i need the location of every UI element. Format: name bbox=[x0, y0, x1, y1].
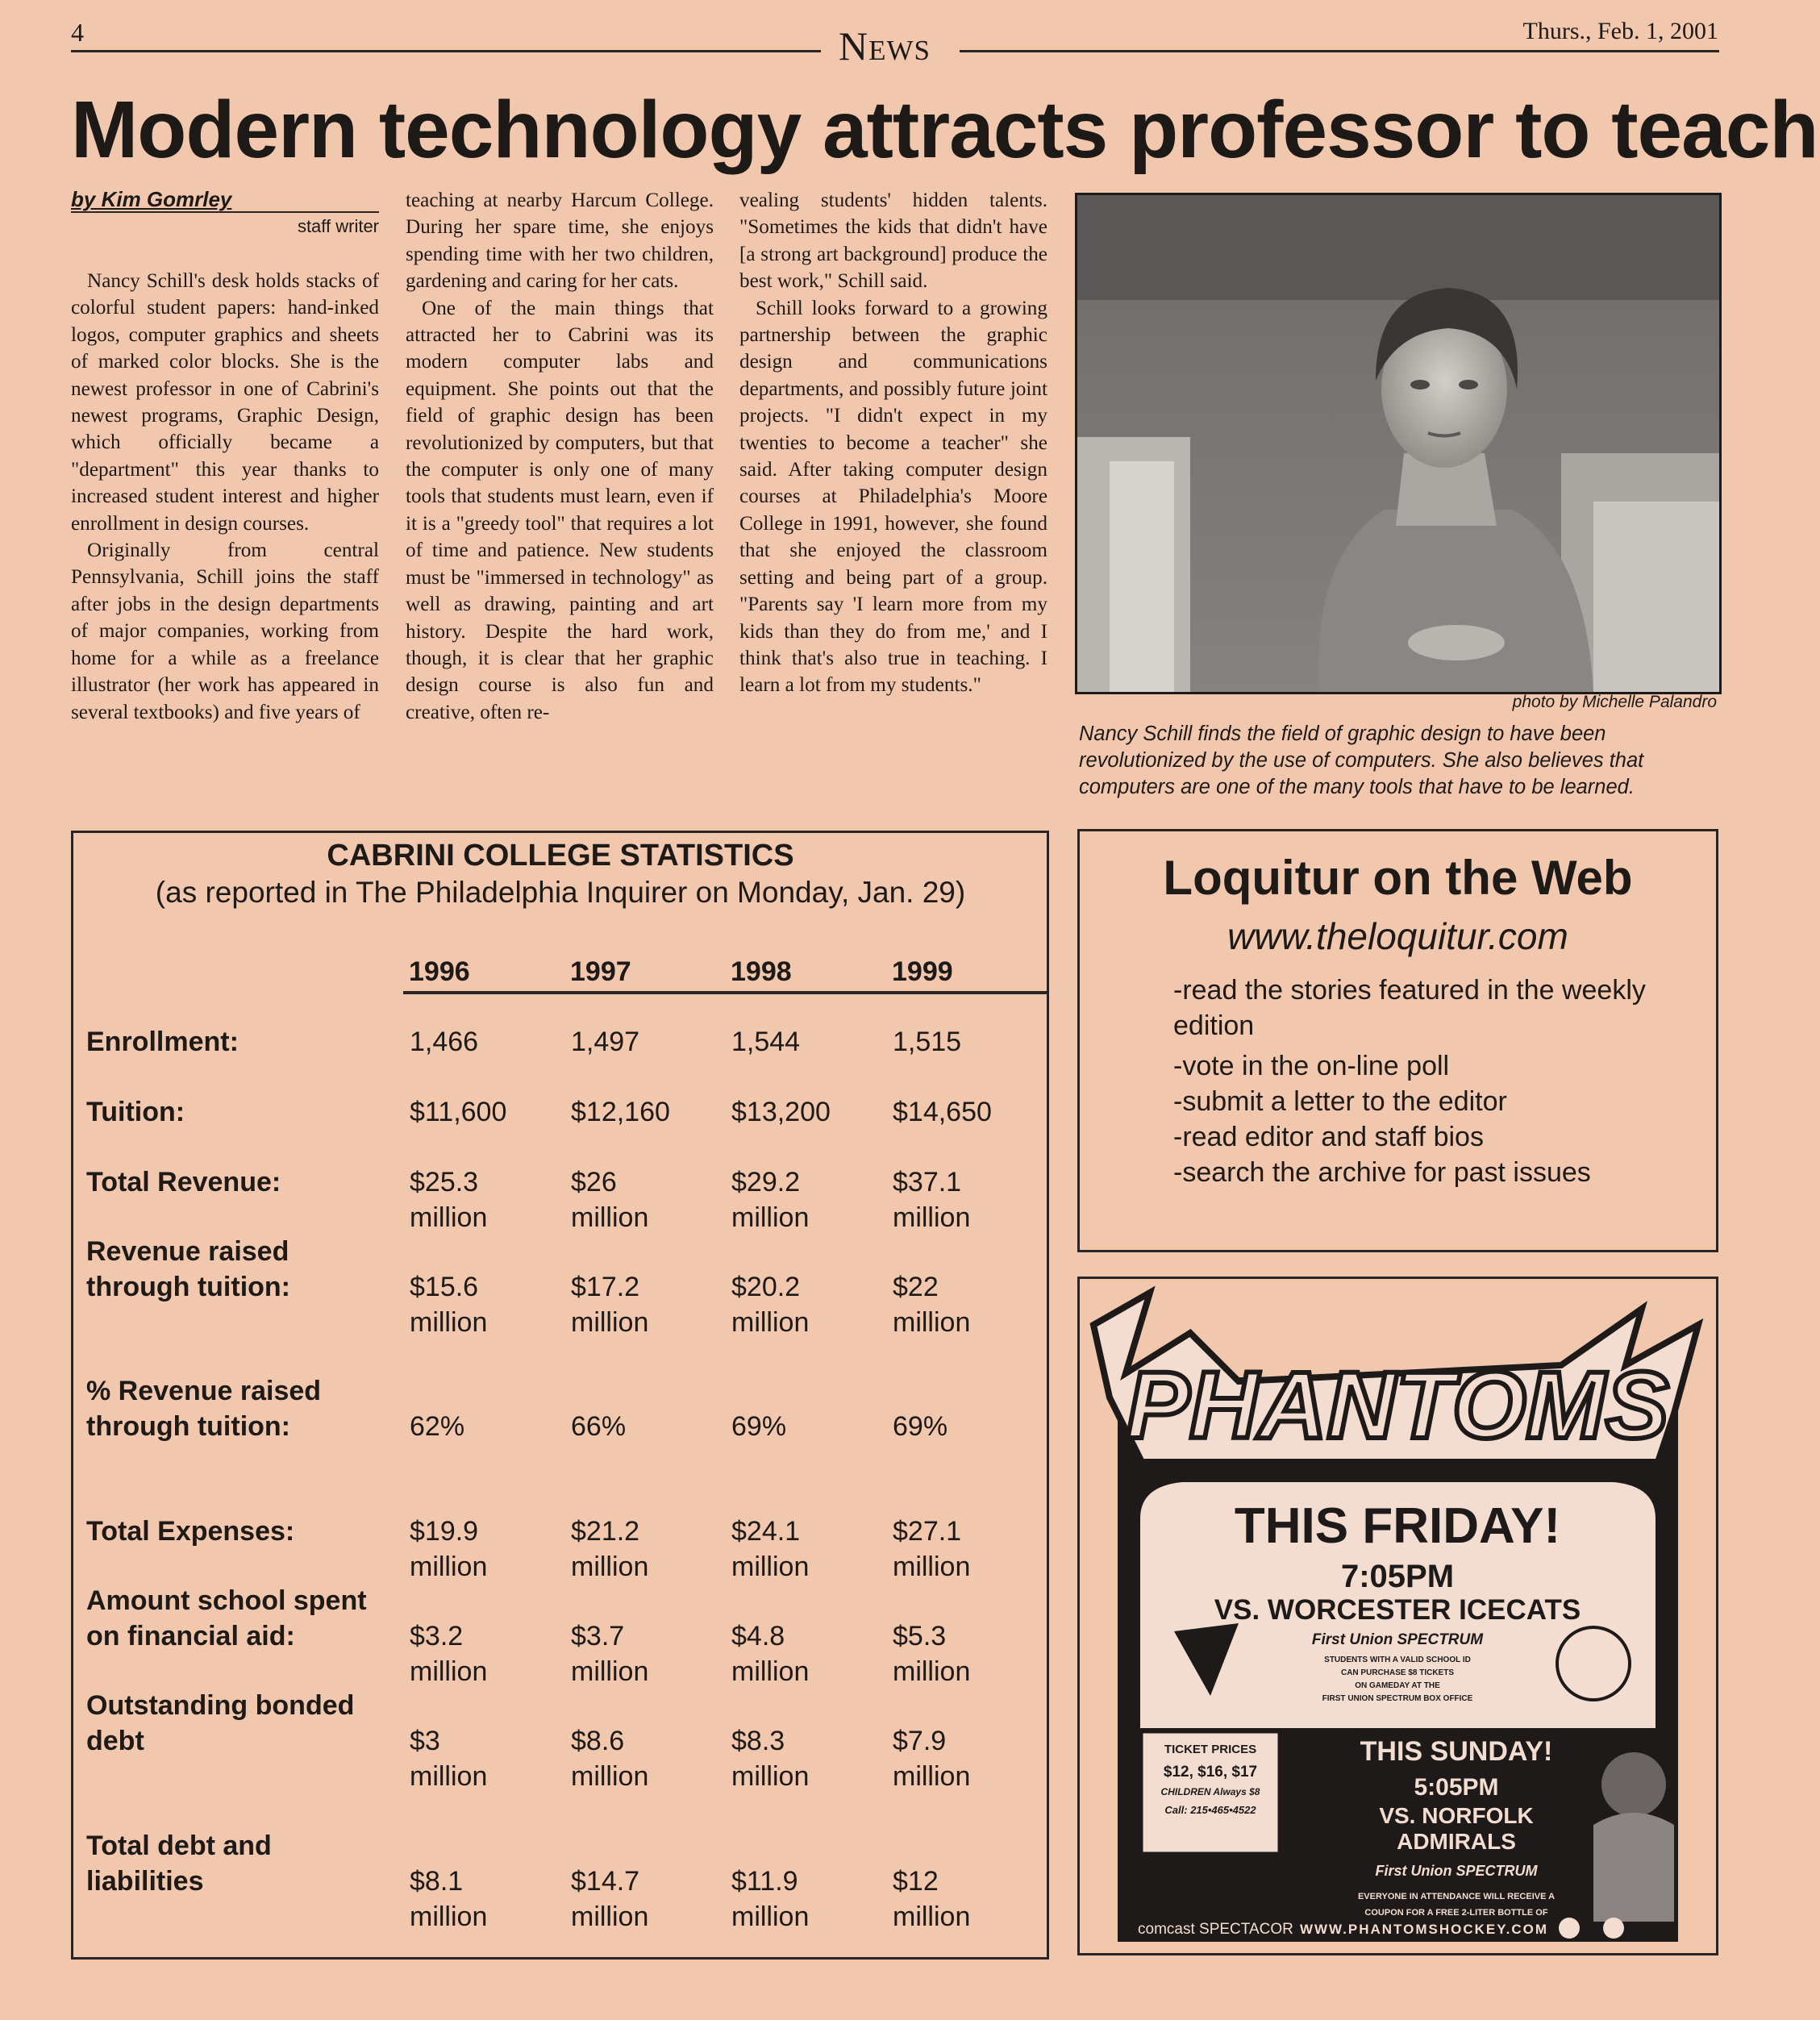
stat-value: $8.6 million bbox=[571, 1726, 649, 1792]
stat-value: $7.9 million bbox=[893, 1726, 971, 1792]
ticket-prices: $12, $16, $17 bbox=[1163, 1764, 1258, 1781]
headline: Modern technology attracts professor to teach bbox=[71, 85, 1818, 175]
friday-headline: THIS FRIDAY! bbox=[1234, 1498, 1561, 1554]
issue-date: Thurs., Feb. 1, 2001 bbox=[1522, 18, 1718, 44]
stat-value: $21.2 million bbox=[571, 1516, 649, 1582]
stat-row-label: Revenue raised through tuition: bbox=[86, 1236, 291, 1302]
web-promo-item: -search the archive for past issues bbox=[1173, 1157, 1591, 1188]
sponsor-logo: comcast SPECTACOR bbox=[1138, 1921, 1293, 1938]
stat-value: $14,650 bbox=[893, 1097, 992, 1127]
article-paragraph: Originally from central Pennsylvania, Schill joins the staff after jobs in the design departments of major companies, working from home for a while as a freelance illustrator (her work has appeared in several textbooks) and five years of bbox=[71, 539, 379, 723]
league-logo bbox=[1559, 1918, 1580, 1939]
stat-value: $24.1 million bbox=[731, 1516, 810, 1582]
stat-row-label: Total debt and liabilities bbox=[86, 1830, 272, 1897]
friday-venue: First Union SPECTRUM bbox=[1311, 1631, 1484, 1648]
stat-row-label: % Revenue raised through tuition: bbox=[86, 1376, 322, 1442]
stat-value: $3.2 million bbox=[410, 1621, 488, 1687]
byline: by Kim Gomrley bbox=[71, 187, 232, 211]
stat-value: $19.9 million bbox=[410, 1516, 488, 1582]
student-offer-line: FIRST UNION SPECTRUM BOX OFFICE bbox=[1322, 1694, 1473, 1703]
stat-value: 69% bbox=[893, 1411, 948, 1442]
friday-opponent: VS. WORCESTER ICECATS bbox=[1214, 1594, 1581, 1626]
stat-value: $11,600 bbox=[410, 1097, 507, 1127]
stat-value: $22 million bbox=[893, 1272, 971, 1338]
stat-value: $12,160 bbox=[571, 1097, 670, 1127]
sunday-opponent: VS. NORFOLK bbox=[1379, 1803, 1534, 1828]
article-column-3 bbox=[739, 187, 1047, 699]
flyers-affiliate-logo bbox=[1603, 1918, 1624, 1939]
ticket-prices-title: TICKET PRICES bbox=[1164, 1743, 1257, 1756]
web-promo-item: -submit a letter to the editor bbox=[1173, 1086, 1507, 1117]
stat-value: $8.3 million bbox=[731, 1726, 810, 1792]
stat-value: $8.1 million bbox=[410, 1866, 488, 1932]
player-photo bbox=[1601, 1752, 1666, 1817]
phantoms-website: WWW.PHANTOMSHOCKEY.COM bbox=[1299, 1922, 1549, 1937]
article-paragraph: Schill looks forward to a growing partnership between the graphic design and communications departments, and possibly future joint projects. "I didn't expect in my twenties to become a teacher" she said. After taking computer design courses at Philadelphia's Moore College in 1991, however, she found that she enjoyed the classroom setting and being part of a group. "Parents say 'I learn more from my kids than they do from me,' and I think that's also true in teaching. I learn a lot from my students." bbox=[739, 297, 1047, 697]
stat-value: $4.8 million bbox=[731, 1621, 810, 1687]
stat-value: $25.3 million bbox=[410, 1167, 488, 1233]
web-promo-url[interactable]: www.theloquitur.com bbox=[1227, 915, 1568, 957]
stat-row-label: Enrollment: bbox=[86, 1027, 239, 1057]
stat-row-label: Amount school spent on financial aid: bbox=[86, 1585, 367, 1651]
student-offer-line: CAN PURCHASE $8 TICKETS bbox=[1340, 1668, 1455, 1677]
article-paragraph: vealing students' hidden talents. "Sometimes the kids that didn't have [a strong art background] produce the best work," Schill said. bbox=[739, 190, 1047, 293]
phantoms-ad bbox=[1077, 1277, 1718, 1955]
article-photo bbox=[1075, 193, 1722, 694]
stat-value: 66% bbox=[571, 1411, 627, 1442]
header-rule-left bbox=[71, 50, 821, 52]
stat-row-label: Tuition: bbox=[86, 1097, 185, 1127]
stat-row-label: Total Revenue: bbox=[86, 1167, 281, 1197]
year-header: 1996 bbox=[409, 956, 470, 987]
statistics-subtitle: (as reported in The Philadelphia Inquirer on Monday, Jan. 29) bbox=[155, 876, 966, 909]
photo-illustration bbox=[1077, 195, 1719, 692]
article-column-2 bbox=[406, 187, 714, 726]
stat-value: $20.2 million bbox=[731, 1272, 810, 1338]
web-promo-item: -read editor and staff bios bbox=[1173, 1122, 1484, 1152]
sunday-headline: THIS SUNDAY! bbox=[1360, 1736, 1553, 1767]
year-header-rule bbox=[403, 991, 1048, 994]
section-label: News bbox=[839, 23, 931, 69]
friday-time: 7:05PM bbox=[1340, 1559, 1455, 1594]
article-paragraph: teaching at nearby Harcum College. During her spare time, she enjoys spending time with her two children, gardening and caring for her cats. bbox=[406, 190, 714, 293]
page-number: 4 bbox=[71, 18, 84, 47]
stat-value: $37.1 million bbox=[893, 1167, 971, 1233]
sunday-promo-line: COUPON FOR A FREE 2-LITER BOTTLE OF bbox=[1364, 1908, 1548, 1918]
stat-row-label: Outstanding bonded debt bbox=[86, 1690, 355, 1756]
stat-value: $17.2 million bbox=[571, 1272, 649, 1338]
player-photo-body bbox=[1593, 1813, 1674, 1922]
stat-value: $27.1 million bbox=[893, 1516, 971, 1582]
sunday-promo-line: EVERYONE IN ATTENDANCE WILL RECEIVE A bbox=[1357, 1892, 1556, 1901]
sunday-venue: First Union SPECTRUM bbox=[1375, 1863, 1538, 1879]
stat-value: 1,497 bbox=[571, 1027, 640, 1057]
stat-value: $14.7 million bbox=[571, 1866, 649, 1932]
header-rule-right bbox=[960, 50, 1719, 52]
student-offer-line: STUDENTS WITH A VALID SCHOOL ID bbox=[1324, 1656, 1471, 1664]
stat-value: $26 million bbox=[571, 1167, 649, 1233]
year-header: 1998 bbox=[731, 956, 792, 987]
children-price: CHILDREN Always $8 bbox=[1160, 1786, 1260, 1797]
stat-value: $3.7 million bbox=[571, 1621, 649, 1687]
stat-value: $3 million bbox=[410, 1726, 488, 1792]
web-promo-item: -read the stories featured in the weekly edition bbox=[1173, 975, 1646, 1041]
web-promo-title: Loquitur on the Web bbox=[1163, 851, 1633, 905]
photo-caption: Nancy Schill finds the field of graphic design to have been revolutionized by the use of computers. She also believes that computers are one of the many tools that have to be learned. bbox=[1079, 723, 1644, 798]
stat-value: 69% bbox=[731, 1411, 787, 1442]
stat-value: 1,515 bbox=[893, 1027, 962, 1057]
web-promo-item: -vote in the on-line poll bbox=[1173, 1051, 1450, 1081]
stat-value: $29.2 million bbox=[731, 1167, 810, 1233]
stat-value: 1,466 bbox=[410, 1027, 479, 1057]
photo-credit: photo by Michelle Palandro bbox=[1512, 693, 1717, 711]
year-header: 1999 bbox=[892, 956, 953, 987]
year-header: 1997 bbox=[570, 956, 631, 987]
statistics-title: CABRINI COLLEGE STATISTICS bbox=[327, 839, 794, 873]
article-paragraph: One of the main things that attracted her to Cabrini was its modern computer labs and equipment. She points out that the field of graphic design has been revolutionized by computers, but that the computer is only one of many tools that students must learn, even if it is a "greedy tool" that requires a lot of time and patience. New students must be "immersed in technology" as well as drawing, painting and art history. Despite the hard work, though, it is clear that her graphic design course is also fun and creative, often re- bbox=[406, 297, 714, 723]
article-paragraph: Nancy Schill's desk holds stacks of colorful student papers: hand-inked logos, computer graphics and sheets of marked color blocks. She is the newest professor in one of Cabrini's newest programs, Graphic Design, which officially became a "department" this year thanks to increased student interest and higher enrollment in design courses. bbox=[71, 270, 379, 535]
stat-row-label: Total Expenses: bbox=[86, 1516, 295, 1547]
article-column-1 bbox=[71, 187, 379, 726]
sunday-opponent: ADMIRALS bbox=[1397, 1829, 1516, 1854]
sunday-time: 5:05PM bbox=[1414, 1774, 1499, 1801]
byline-title: staff writer bbox=[71, 211, 379, 239]
student-offer-line: ON GAMEDAY AT THE bbox=[1355, 1681, 1440, 1690]
stat-value: $13,200 bbox=[731, 1097, 831, 1127]
ticket-phone: Call: 215•465•4522 bbox=[1164, 1804, 1256, 1816]
stat-value: 62% bbox=[410, 1411, 465, 1442]
stat-value: $11.9 million bbox=[731, 1866, 810, 1932]
stat-value: $12 million bbox=[893, 1866, 971, 1932]
stat-value: $15.6 million bbox=[410, 1272, 488, 1338]
stat-value: 1,544 bbox=[731, 1027, 801, 1057]
phantoms-logo-text: PHANTOMS bbox=[1126, 1352, 1669, 1459]
stat-value: $5.3 million bbox=[893, 1621, 971, 1687]
